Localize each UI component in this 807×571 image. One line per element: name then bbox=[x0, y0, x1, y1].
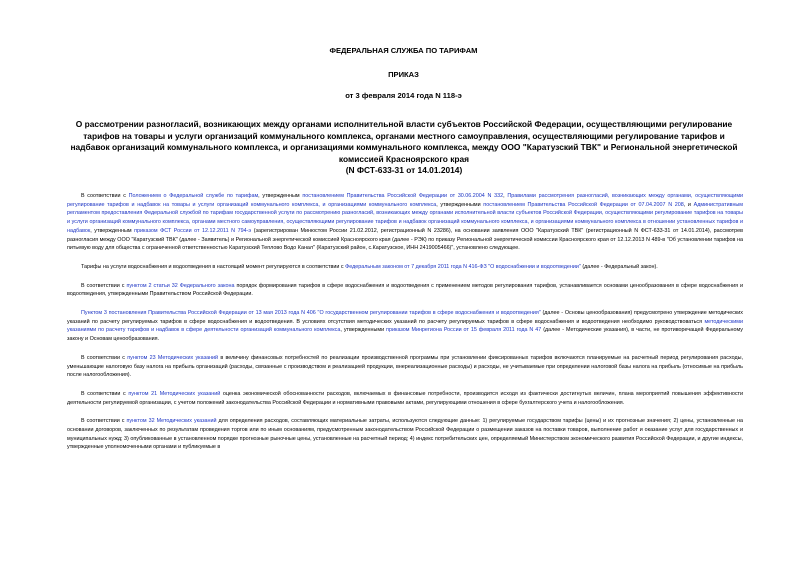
reference-link[interactable]: Федеральным законом от 7 декабря 2011 года N 416-ФЗ "О водоснабжении и водоотведении" bbox=[345, 263, 581, 270]
body-paragraph bbox=[67, 263, 743, 272]
reference-link[interactable]: методическими указаниями по расчету тарифов и надбавок в сфере деятельности организаций коммунального комплекса bbox=[67, 318, 743, 334]
body-paragraph bbox=[67, 309, 743, 344]
paragraph-text: (далее - Основы ценообразования) предусмотрено утверждение методических указаний по расчету регулируемых тарифов в сфере водоснабжения и водоотведения. В условиях отсутствия методических указаний по расчету регулируемых тарифов в сфере водоснабжения и водоотведения необходимо руководствоваться bbox=[67, 310, 743, 325]
reference-link[interactable]: пунктом 32 Методических указаний bbox=[126, 418, 217, 425]
paragraph-text: В соответствии с bbox=[81, 354, 128, 361]
paragraph-text: В соответствии с bbox=[81, 418, 127, 425]
document-date-number: от 3 февраля 2014 года N 118-э bbox=[345, 91, 462, 100]
document-title bbox=[68, 119, 740, 177]
body-paragraph bbox=[67, 417, 743, 452]
reference-link[interactable]: Пунктом 3 постановления Правительства Российской Федерации от 13 мая 2013 года N 406 "О государственном регулировании тарифов в сфере водоснабжения и водоотведения" bbox=[81, 310, 541, 317]
reference-link[interactable]: постановлением Правительства Российской Федерации от 07.04.2007 N 208 bbox=[483, 201, 684, 208]
paragraph-text: Тарифы на услуги водоснабжения и водоотведения в настоящий момент регулируются в соответствии с bbox=[81, 263, 346, 270]
reference-link[interactable]: пунктом 23 Методических указаний bbox=[127, 354, 219, 361]
issuing-authority: ФЕДЕРАЛЬНАЯ СЛУЖБА ПО ТАРИФАМ bbox=[329, 46, 478, 55]
paragraph-text: оценка экономической обоснованности расходов, включаемых в финансовые потребности, производится исходя из фактически достигнутых величин, плана мероприятий повышения эффективности деятельности регулируемой организации, с учетом положений законодательства Российской Федерации и нормативными правовыми актами, регулирующими отношения в сфере бухгалтерского учета и налогообложения. bbox=[67, 390, 743, 406]
reference-link[interactable]: пунктом 2 статьи 32 Федерального закона bbox=[126, 282, 235, 289]
paragraph-text: В соответствии с bbox=[81, 282, 127, 289]
paragraph-text: , bbox=[503, 193, 508, 199]
paragraph-text: В соответствии с bbox=[81, 390, 129, 397]
title-text: О рассмотрении разногласий, возникающих между органами исполнительной власти субъектов Российской Федерации, осуществляющими регулирование тарифов на товары и услуги организаций коммунального комплекса, органами местного самоуправления, осуществляющими регулирование тарифов и надбавок организаций коммунального комплекса, и организациями коммунального комплекса, между ООО "Каратузский ТВК" и Региональной энергетической комиссией Красноярского края bbox=[70, 119, 738, 164]
reference-link[interactable]: Административным регламентом предоставления Федеральной службой по тарифам государственной услуги по рассмотрению разногласий, возникающих между органами исполнительной власти субъектов Российской Федерации, осуществляющими регулирование тарифов на товары и услуги организаций коммунального комплекса, органами местного самоуправления, осуществляющими регулирование тарифов и надбавок организаций коммунального комплекса, и организациями коммунального комплекса в отношении установленных тарифов и надбавок bbox=[67, 201, 743, 234]
reference-link[interactable]: приказом Минрегиона России от 15 февраля 2011 года N 47 bbox=[386, 327, 542, 334]
document-type: ПРИКАЗ bbox=[388, 70, 419, 79]
reference-link[interactable]: приказом ФСТ России от 12.12.2011 N 794-э bbox=[134, 227, 252, 234]
paragraph-text: , утвержденными bbox=[340, 327, 387, 334]
case-number: (N ФСТ-633-31 от 14.01.2014) bbox=[345, 165, 463, 176]
reference-link[interactable]: Правилами рассмотрения разногласий, возникающих между органами, осуществляющими регулирование тарифов и надбавок на товары и услуги организаций коммунального комплекса, и организациями коммунального комплекса bbox=[67, 193, 744, 208]
reference-link[interactable]: пунктом 21 Методических указаний bbox=[128, 390, 221, 397]
body-paragraph bbox=[67, 390, 743, 407]
document-body bbox=[67, 192, 743, 462]
paragraph-text: для определения расходов, составляющих материальные затраты, используются следующие данные: 1) регулируемые государством тарифы (цены) и их прогнозные значения; 2) цены, установленные на основании договоров, заключенных по результатам проведения торгов или по иным основаниям, предусмотренным законодательством Российской Федерации о размещении заказов на поставки товаров, выполнение работ и оказание услуг для государственных и муниципальных нужд; 3) опубликованные в установленном порядке прогнозные рыночные цены, установленные на расчетный период; 4) индекс потребительских цен, определяемый Министерством экономического развития Российской Федерации, и другие индексы, утвержденные уполномоченными органами и публикуемые в bbox=[67, 418, 744, 451]
paragraph-text: в величину финансовых потребностей по реализации производственной программы при установлении фиксированных тарифов включаются планируемые на расчетный период регулирования расходы, уменьшающие налоговую базу налога на прибыль организаций (расходы, связанные с производством и реализацией продукции, внереализационные расходы) и расходы, не учитываемые при определении налоговой базы налога на прибыль (относимые на прибыль после налогообложения). bbox=[67, 354, 744, 379]
paragraph-text: (зарегистрирован Минюстом России 21.02.2012, регистрационный N 23286), на основании заявления ООО "Каратузский ТВК" (регистрационный N ФСТ-633-31 от 14.01.2014), рассмотрев разногласия между ООО "Каратузский ТВК" (далее - Заявитель) и Региональной энергетической комиссией Красноярского края (далее - РЭК) по приказу Региональной энергетической комиссии Красноярского края от 12.12.2013 N 489-в "Об установлении тарифов на питьевую воду для общества с ограниченной ответственностью Каратузский Теплово Водо Канал" (Каратузский район, с.Каратузское, ИНН 2419005466)", установлено следующее. bbox=[67, 227, 743, 252]
paragraph-text: , утвержденными bbox=[436, 201, 484, 208]
paragraph-text: , и bbox=[683, 201, 694, 208]
body-paragraph bbox=[67, 192, 743, 253]
reference-link[interactable]: Положением о Федеральной службе по тарифам bbox=[128, 193, 259, 199]
paragraph-text: порядок формирования тарифов в сфере водоснабжения и водоотведения с применением методов регулирования тарифов, устанавливается основами ценообразования в сфере водоснабжения и водоотведения, утвержденными Правительством Российской Федерации. bbox=[67, 282, 743, 298]
reference-link[interactable]: постановлением Правительства Российской Федерации от 30.06.2004 N 332 bbox=[302, 193, 504, 199]
paragraph-text: В соответствии с bbox=[81, 193, 129, 199]
paragraph-text: , утвержденным bbox=[258, 193, 303, 199]
paragraph-text: (далее - Федеральный закон). bbox=[580, 263, 658, 270]
paragraph-text: (далее - Методические указания), в части, не противоречащей Федеральному закону и Основам ценообразования. bbox=[67, 327, 743, 343]
paragraph-text: , утвержденным bbox=[90, 227, 135, 234]
body-paragraph bbox=[67, 354, 743, 380]
body-paragraph bbox=[67, 282, 743, 299]
